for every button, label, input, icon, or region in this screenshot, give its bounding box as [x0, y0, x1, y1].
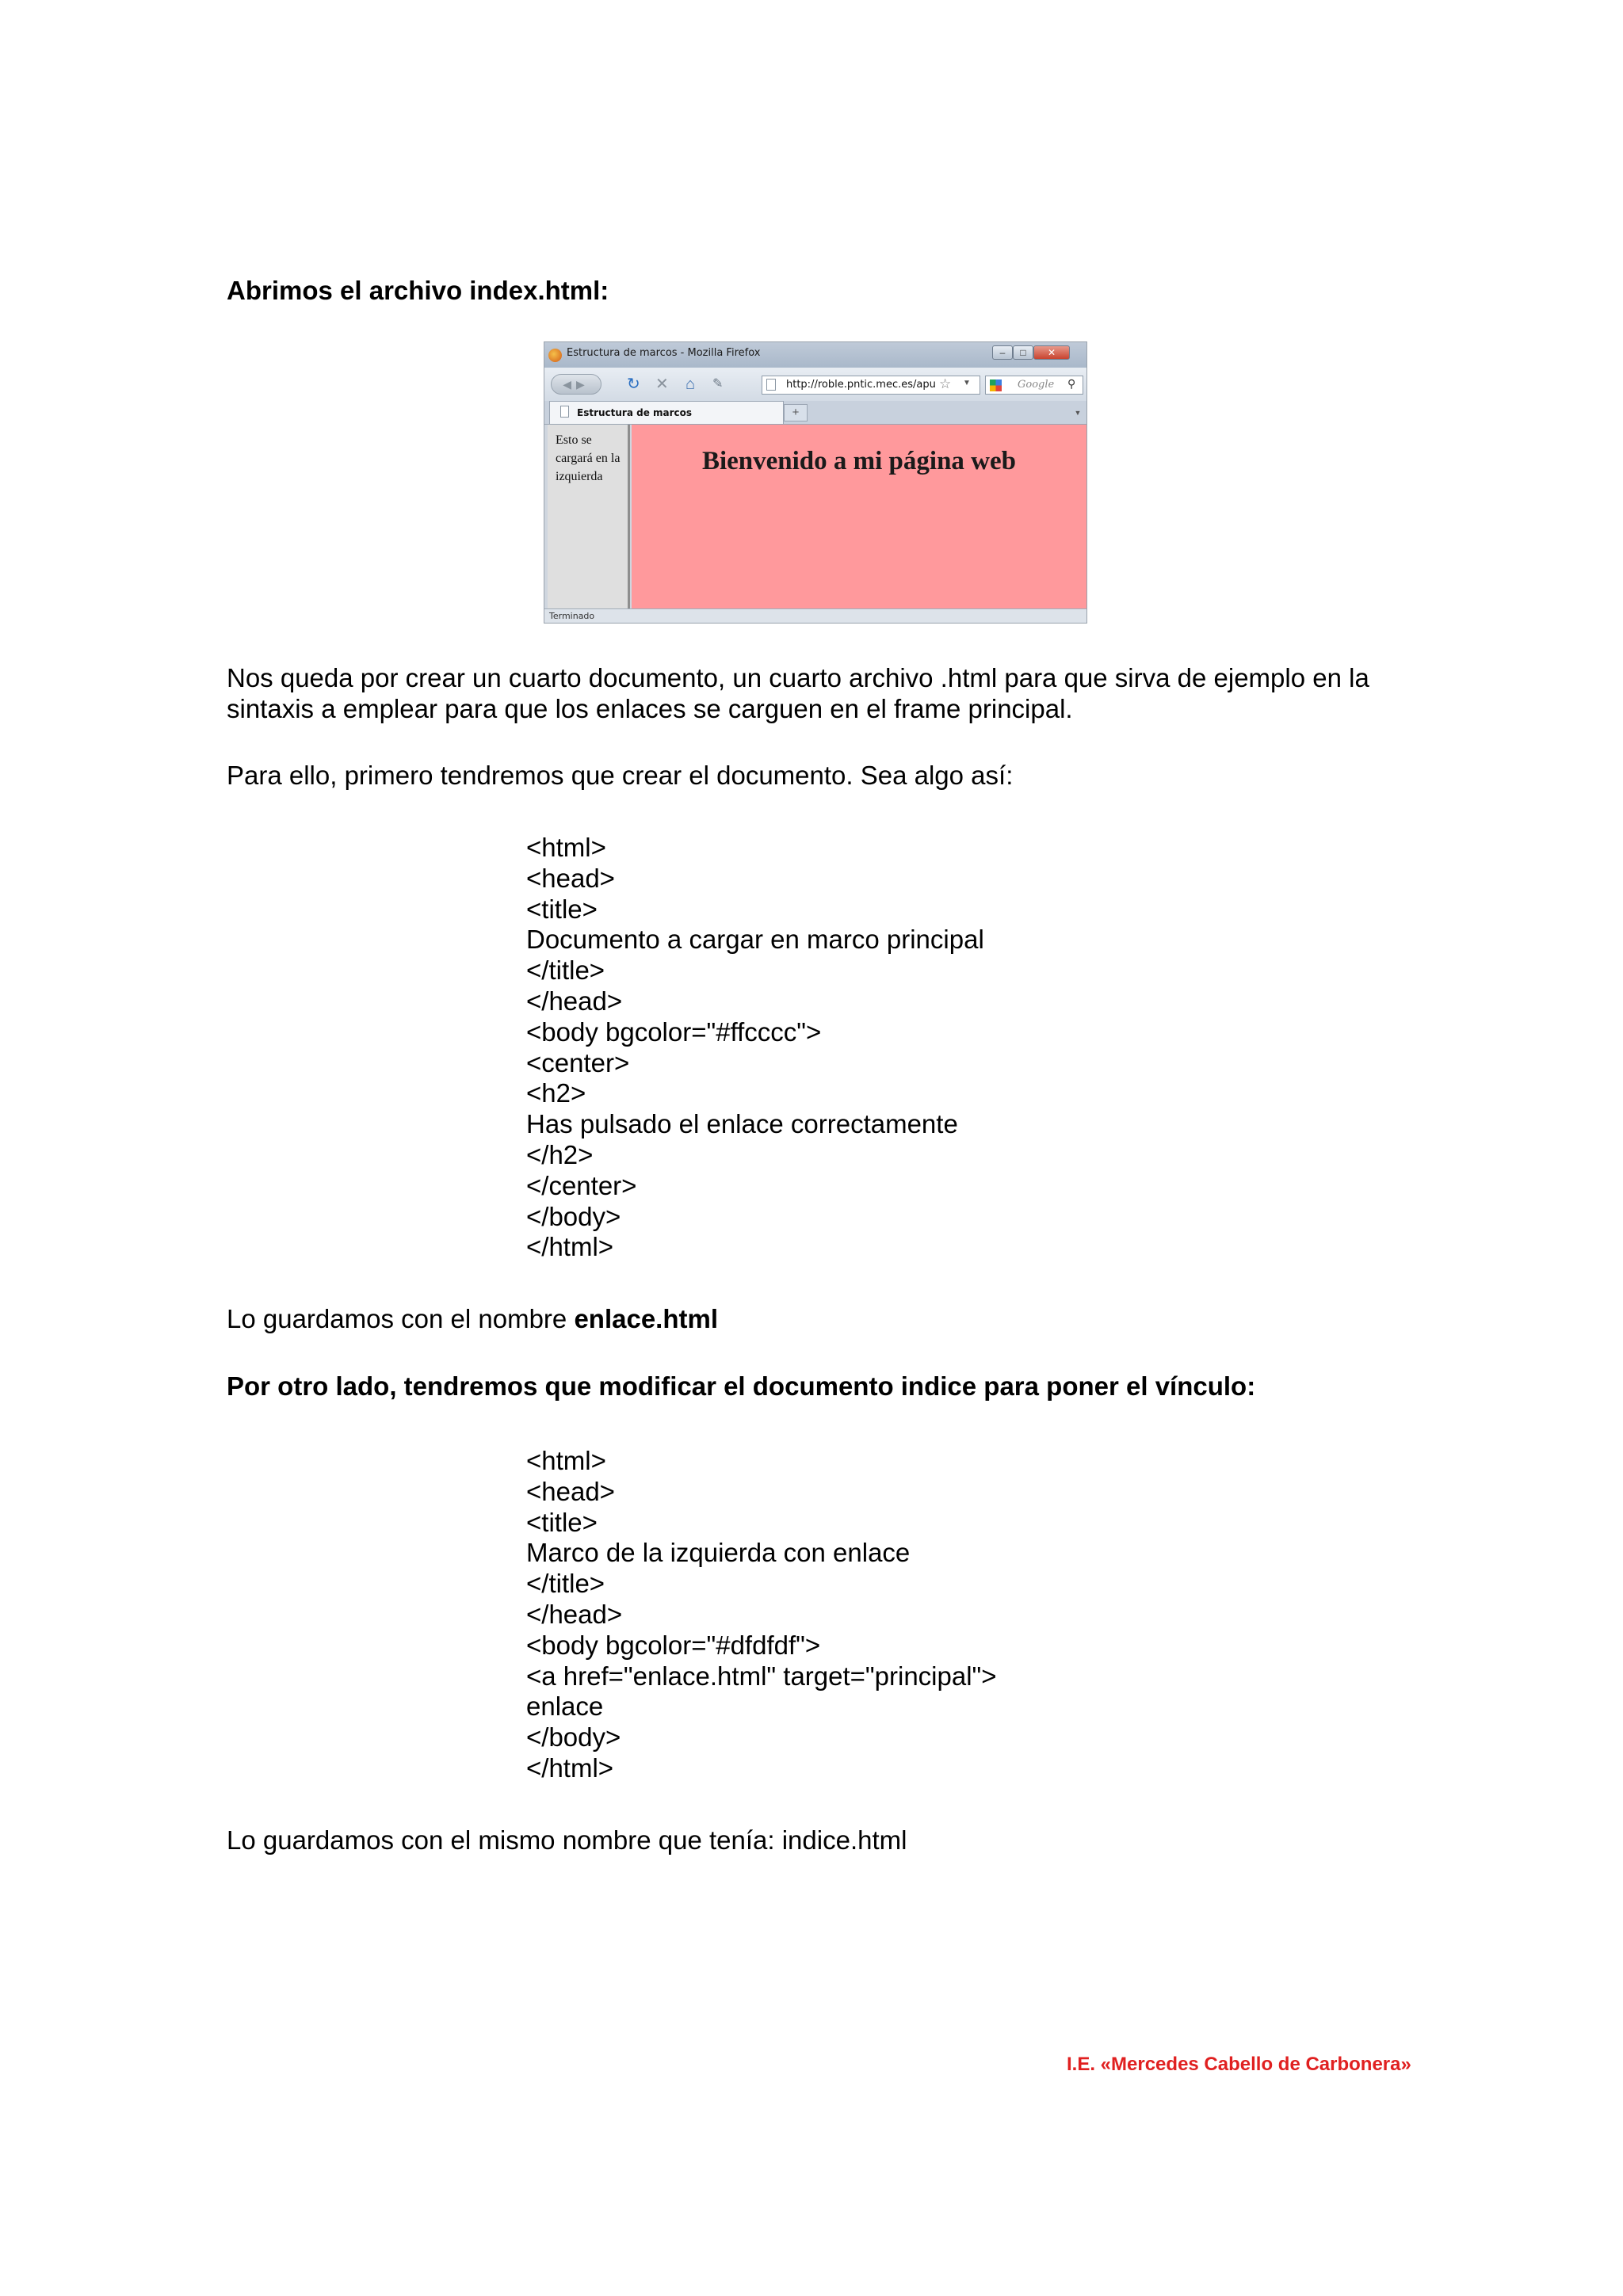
- code-line: <head>: [526, 1476, 615, 1506]
- page-icon: [766, 379, 776, 391]
- firefox-icon: [548, 349, 562, 362]
- code-line: <title>: [526, 1507, 598, 1537]
- code-line: </title>: [526, 1569, 605, 1599]
- bookmark-icon[interactable]: ✎: [712, 377, 724, 391]
- search-input[interactable]: Google: [985, 376, 1083, 395]
- welcome-heading: Bienvenido a mi página web: [701, 447, 1017, 475]
- code-line: </html>: [526, 1753, 614, 1783]
- search-icon[interactable]: ⚲: [1067, 377, 1076, 390]
- code-block-enlace: [526, 833, 984, 1263]
- reload-icon[interactable]: ↻: [627, 376, 640, 393]
- footer-institution: I.E. «Mercedes Cabello de Carbonera»: [1067, 2054, 1411, 2075]
- star-icon[interactable]: ☆: [939, 376, 952, 391]
- minimize-button[interactable]: –: [992, 345, 1013, 360]
- heading-open-index: Abrimos el archivo index.html:: [227, 276, 609, 305]
- code-line: Documento a cargar en marco principal: [526, 925, 984, 955]
- code-block-indice: [526, 1446, 997, 1784]
- stop-icon[interactable]: ✕: [655, 376, 669, 393]
- code-line: Marco de la izquierda con enlace: [526, 1538, 911, 1568]
- window-title: Estructura de marcos - Mozilla Firefox: [567, 347, 761, 359]
- code-line: <a href="enlace.html" target="principal">: [526, 1661, 997, 1691]
- code-line: <title>: [526, 894, 598, 924]
- url-input[interactable]: http://roble.pntic.mec.es/apu: [762, 376, 980, 395]
- code-line: </title>: [526, 955, 605, 986]
- code-line: </center>: [526, 1170, 637, 1200]
- close-button[interactable]: ✕: [1033, 345, 1070, 360]
- tab-list-button[interactable]: ▼: [1074, 409, 1082, 417]
- code-line: <center>: [526, 1047, 630, 1077]
- code-line: enlace: [526, 1691, 604, 1722]
- code-line: </h2>: [526, 1139, 594, 1169]
- save-enlace-paragraph: [227, 1303, 718, 1334]
- tab-estructura-de-marcos[interactable]: Estructura de marcos: [549, 401, 784, 424]
- tab-bar: [544, 401, 1087, 425]
- code-line: </head>: [526, 1599, 623, 1629]
- navigation-toolbar: [544, 368, 1087, 401]
- filename-enlace: enlace.html: [574, 1304, 719, 1333]
- code-line: Has pulsado el enlace correctamente: [526, 1109, 958, 1139]
- document-icon: [560, 406, 569, 418]
- left-frame-text: Esto se cargará en la izquierda: [556, 433, 621, 483]
- heading-modify-indice: Por otro lado, tendremos que modificar el documento indice para poner el vínculo:: [227, 1371, 1256, 1401]
- save-indice-paragraph: Lo guardamos con el mismo nombre que tenía: indice.html: [227, 1825, 907, 1855]
- code-line: <html>: [526, 1446, 606, 1475]
- browser-screenshot: [544, 341, 1087, 624]
- home-icon[interactable]: ⌂: [685, 376, 696, 393]
- window-titlebar: [544, 342, 1087, 368]
- paragraph-create-document: Para ello, primero tendremos que crear el documento. Sea algo así:: [227, 761, 1014, 790]
- save-enlace-text: Lo guardamos con el nombre: [227, 1304, 575, 1333]
- maximize-button[interactable]: □: [1013, 345, 1033, 360]
- code-line: <head>: [526, 863, 615, 893]
- status-bar: [544, 608, 1087, 624]
- code-line: <body bgcolor="#dfdfdf">: [526, 1630, 821, 1660]
- back-forward-button[interactable]: ◀▶: [551, 374, 601, 395]
- code-line: </body>: [526, 1201, 621, 1231]
- code-line: </head>: [526, 986, 623, 1016]
- status-text: Terminado: [549, 611, 595, 621]
- code-line: </html>: [526, 1232, 614, 1262]
- code-line: <html>: [526, 833, 606, 862]
- chevron-down-icon[interactable]: ▼: [963, 379, 971, 387]
- new-tab-button[interactable]: +: [784, 404, 808, 421]
- code-line: <body bgcolor="#ffcccc">: [526, 1016, 822, 1047]
- code-line: <h2>: [526, 1078, 586, 1108]
- code-line: </body>: [526, 1722, 621, 1753]
- google-icon[interactable]: [990, 379, 1002, 391]
- paragraph-create-fourth: Nos queda por crear un cuarto documento, un cuarto archivo .html para que sirva de ejemplo en la sintaxis a emplear para que los enlaces se carguen en el frame principal.: [227, 663, 1369, 723]
